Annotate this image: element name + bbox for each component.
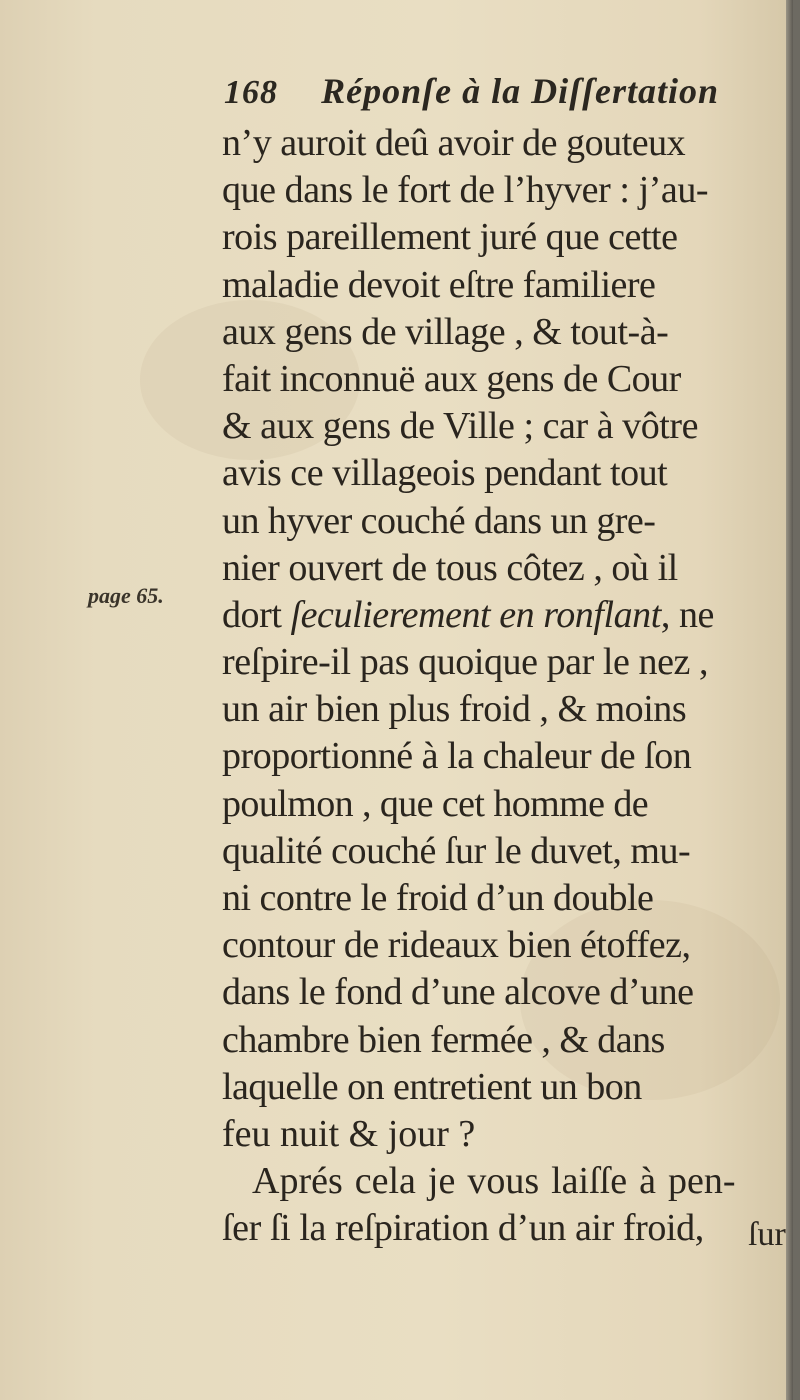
text-line: maladie devoit eſtre familiere xyxy=(222,263,656,306)
text-line: fait inconnuë aux gens de Cour xyxy=(222,357,681,400)
text-line: chambre bien fermée , & dans xyxy=(222,1018,665,1061)
text-line: nier ouvert de tous côtez , où il xyxy=(222,546,678,589)
catchword: ſur xyxy=(748,1216,786,1253)
text-line: ſer ſi la reſpiration d’un air froid, xyxy=(222,1207,704,1250)
page-number: 168 xyxy=(224,74,278,111)
text-line: reſpire-il pas quoique par le nez , xyxy=(222,641,709,684)
text-line: un air bien plus froid , & moins xyxy=(222,688,687,731)
body-text xyxy=(222,120,793,1253)
text-line: dort ſeculierement en ronflant, ne xyxy=(222,593,714,636)
running-head xyxy=(224,70,784,126)
text-line: qualité couché ſur le duvet, mu- xyxy=(222,829,691,872)
text-line: que dans le fort de l’hyver : j’au- xyxy=(222,169,709,212)
margin-note: page 65. xyxy=(88,583,164,608)
text-line: rois pareillement juré que cette xyxy=(222,216,678,259)
text-line: contour de rideaux bien étoffez, xyxy=(222,924,691,967)
text-line: avis ce villageois pendant tout xyxy=(222,452,668,495)
text-line: Aprés cela je vous laiſſe à pen- xyxy=(252,1160,736,1203)
text-line: feu nuit & jour ? xyxy=(222,1112,476,1155)
text-line: proportionné à la chaleur de ſon xyxy=(222,735,692,778)
text-line: & aux gens de Ville ; car à vôtre xyxy=(222,405,698,448)
italic-phrase: ſeculierement en ronflant xyxy=(290,593,661,636)
text-line: n’y auroit deû avoir de gouteux xyxy=(222,122,686,164)
running-title: Réponſe à la Diſſertation xyxy=(321,71,720,111)
text-line: ni contre le froid d’un double xyxy=(222,877,654,919)
text-line: un hyver couché dans un gre- xyxy=(222,499,656,542)
page-edge xyxy=(786,0,793,1400)
text-line: aux gens de village , & tout-à- xyxy=(222,310,669,353)
text-line: dans le fond d’une alcove d’une xyxy=(222,971,694,1014)
text-line: poulmon , que cet homme de xyxy=(222,782,649,825)
text-line: laquelle on entretient un bon xyxy=(222,1065,642,1108)
